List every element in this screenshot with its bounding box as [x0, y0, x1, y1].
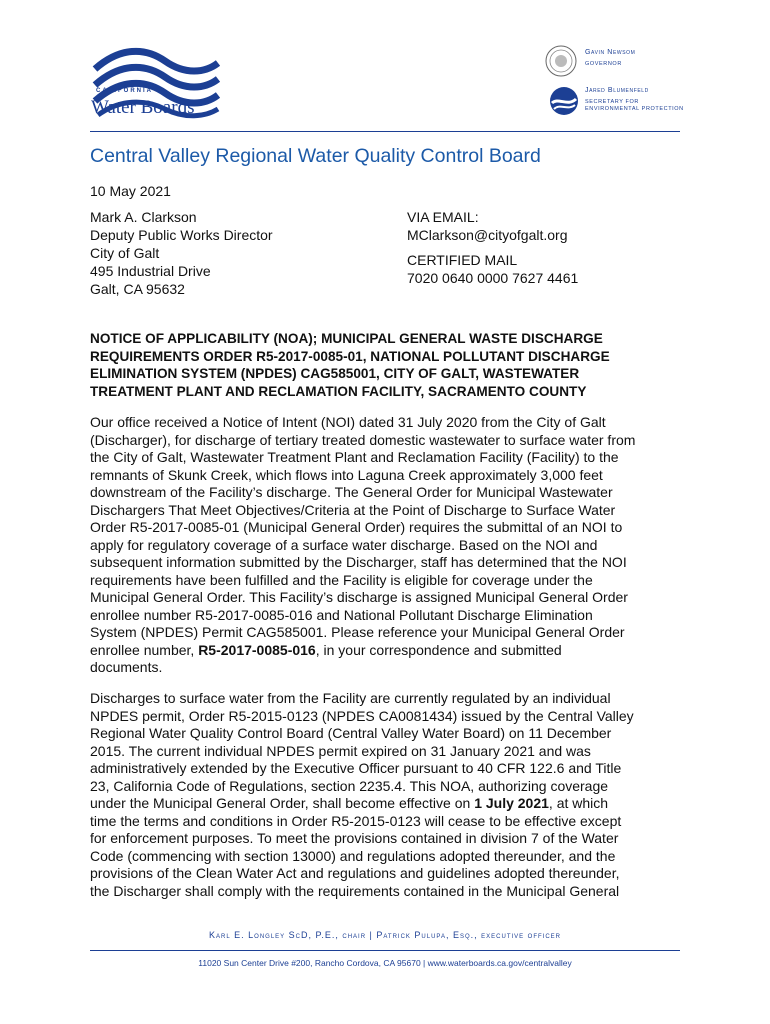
effective-date: 1 July 2021	[474, 795, 549, 811]
delivery-email	[407, 208, 568, 244]
paragraph-line	[90, 642, 690, 660]
paragraph-line: the Discharger shall comply with the requirements contained in the Municipal General	[90, 882, 620, 899]
body-paragraph-2	[90, 690, 690, 900]
recipient-org: City of Galt	[90, 245, 160, 261]
paragraph-line: documents.	[90, 659, 163, 675]
paragraph-line: subsequent information submitted by the Discharger, staff has determined that the NOI	[90, 554, 627, 570]
paragraph-line: apply for regulatory coverage of a surface water discharge. Based on the NOI and	[90, 536, 598, 553]
paragraph-line: Municipal General Order. This Facility’s discharge is assigned Municipal General Order	[90, 589, 628, 605]
text-run: , in your correspondence and submitted	[315, 641, 562, 658]
paragraph-line: provisions of the Clean Water Act and regulations and guidelines adopted thereunder,	[90, 865, 620, 881]
footer-address: 11020 Sun Center Drive #200, Rancho Cordova, CA 95670 | www.waterboards.ca.gov/centralvalley	[198, 958, 572, 968]
subject-line: REQUIREMENTS ORDER R5-2017-0085-01, NATIONAL POLLUTANT DISCHARGE	[90, 348, 610, 364]
paragraph-line: remnants of Skunk Creek, which flows into Laguna Creek approximately 3,000 feet	[90, 466, 603, 483]
footer-officers: Karl E. Longley ScD, P.E., chair | Patrick Pulupa, Esq., executive officer	[208, 930, 562, 940]
text-run: under the Municipal General Order, shall become effective on	[90, 795, 475, 811]
footer-divider	[90, 950, 680, 951]
paragraph-line: System (NPDES) Permit CAG585001. Please reference your Municipal General Order	[90, 624, 625, 640]
recipient-street: 495 Industrial Drive	[90, 263, 211, 279]
subject-line: NOTICE OF APPLICABILITY (NOA); MUNICIPAL GENERAL WASTE DISCHARGE	[90, 331, 603, 346]
paragraph-line: for enforcement purposes. To meet the provisions contained in division 7 of the Water	[90, 830, 619, 846]
paragraph-line: 2015. The current individual NPDES permit expired on 31 January 2021 and was	[90, 742, 591, 759]
secretary-name: Jared Blumenfeld	[585, 87, 649, 94]
paragraph-line: enrollee number R5-2017-0085-016 and National Pollutant Discharge Elimination	[90, 606, 593, 623]
email-address: MClarkson@cityofgalt.org	[407, 227, 568, 243]
paragraph-line: the City of Galt, Wastewater Treatment Plant and Reclamation Facility (Facility) to the	[90, 449, 619, 465]
via-email-label: VIA EMAIL:	[407, 209, 479, 225]
text-run: , at which	[548, 795, 609, 811]
paragraph-line: Our office received a Notice of Intent (NOI) dated 31 July 2020 from the City of Galt	[90, 414, 606, 430]
paragraph-line: Dischargers That Meet Objectives/Criteria at the Point of Discharge to Surface Water	[90, 501, 616, 518]
subject-heading	[90, 330, 690, 400]
governor-title: GOVERNOR	[585, 61, 622, 67]
logo-name-text: Water Boards	[91, 97, 195, 118]
secretary-title-1: SECRETARY FOR	[585, 99, 639, 105]
calepa-logo-icon	[548, 85, 580, 117]
subject-line: TREATMENT PLANT AND RECLAMATION FACILITY, SACRAMENTO COUNTY	[90, 383, 587, 399]
recipient-name: Mark A. Clarkson	[90, 209, 197, 225]
letter-date: 10 May 2021	[90, 183, 171, 199]
governor-name: Gavin Newsom	[585, 49, 636, 56]
body-paragraph-1	[90, 414, 690, 677]
paragraph-line: 23, California Code of Regulations, section 2235.4. This NOA, authorizing coverage	[90, 777, 609, 794]
certified-mail-number: 7020 0640 0000 7627 4461	[407, 270, 579, 286]
certified-mail-label: CERTIFIED MAIL	[407, 252, 518, 268]
paragraph-line: Discharges to surface water from the Facility are currently regulated by an individual	[90, 690, 611, 706]
board-title: Central Valley Regional Water Quality Control Board	[90, 145, 541, 167]
paragraph-line: Order R5-2017-0085-01 (Municipal General Order) requires the submittal of an NOI to	[90, 519, 623, 535]
text-run: enrollee number,	[90, 641, 199, 658]
paragraph-line: time the terms and conditions in Order R5-2015-0123 will cease to be effective except	[90, 812, 622, 829]
header-divider	[90, 131, 680, 132]
paragraph-line: Code (commencing with section 13000) and regulations adopted thereunder, and the	[90, 847, 616, 864]
subject-line: ELIMINATION SYSTEM (NPDES) CAG585001, CITY OF GALT, WASTEWATER	[90, 366, 580, 382]
recipient-address	[90, 208, 273, 298]
delivery-certified	[407, 251, 578, 287]
enrollee-number: R5-2017-0085-016	[198, 641, 316, 658]
paragraph-line: NPDES permit, Order R5-2015-0123 (NPDES CA0081434) issued by the Central Valley	[90, 707, 634, 724]
paragraph-line: downstream of the Facility’s discharge. The General Order for Municipal Wastewater	[90, 484, 613, 500]
secretary-title-2: ENVIRONMENTAL PROTECTION	[585, 106, 684, 112]
paragraph-line: (Discharger), for discharge of tertiary treated domestic wastewater to surface water from	[90, 431, 636, 448]
paragraph-line: Regional Water Quality Control Board (Central Valley Water Board) on 11 December	[90, 725, 612, 741]
paragraph-line: administratively extended by the Executive Officer pursuant to 40 CFR 122.6 and Title	[90, 760, 622, 776]
recipient-city: Galt, CA 95632	[90, 281, 185, 297]
paragraph-line	[90, 795, 690, 813]
recipient-title: Deputy Public Works Director	[90, 227, 273, 243]
paragraph-line: requirements have been fulfilled and the Facility is eligible for coverage under the	[90, 571, 593, 588]
state-seal-icon	[545, 45, 577, 77]
logo-state-text: CALIFORNIA	[96, 88, 153, 94]
